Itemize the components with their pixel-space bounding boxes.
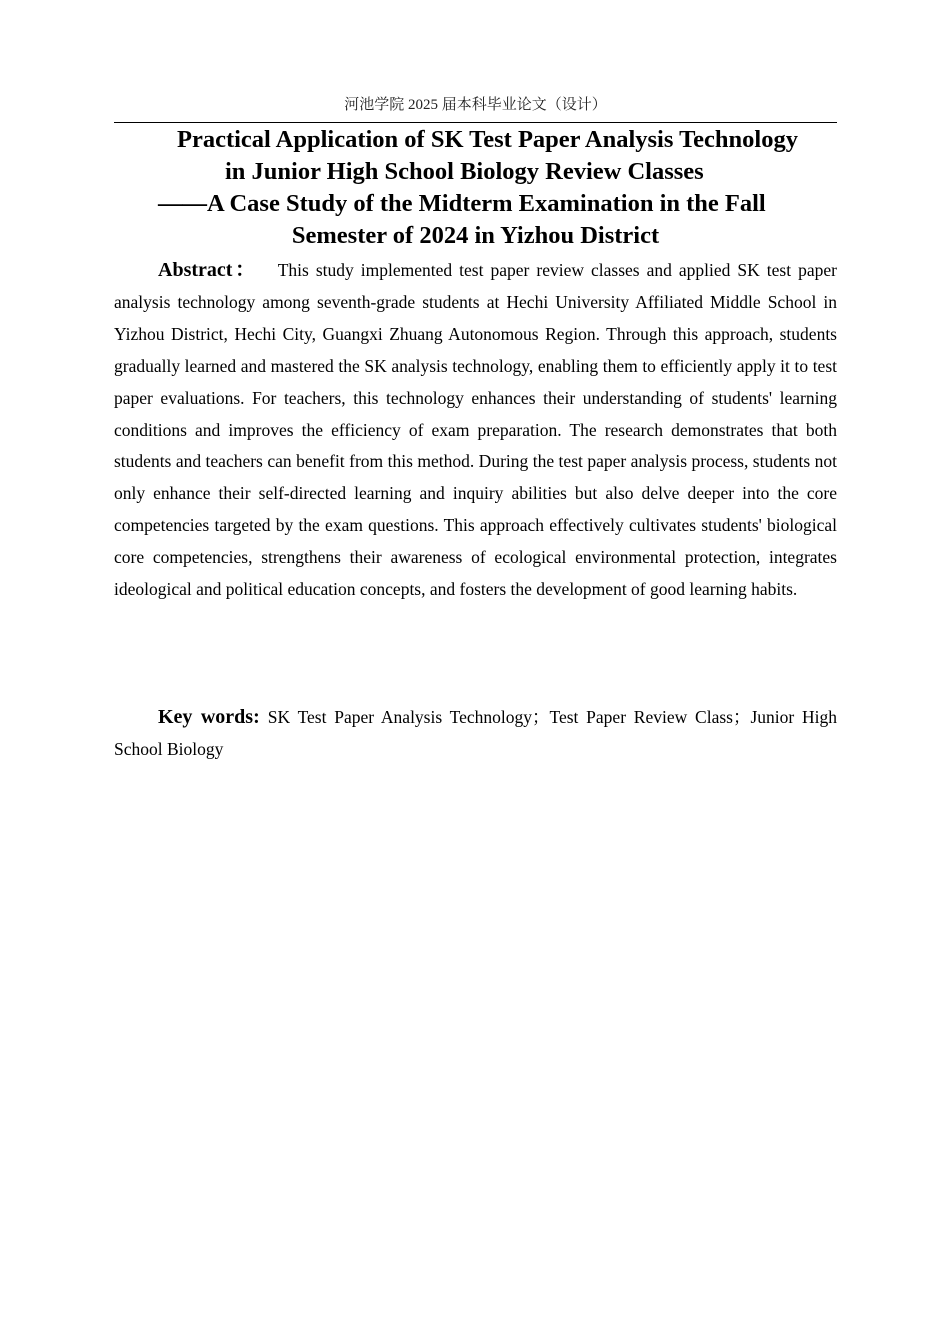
title-line-4: Semester of 2024 in Yizhou District [291, 222, 660, 249]
running-header: 河池学院 2025 届本科毕业论文（设计） [344, 97, 607, 113]
keywords-paragraph [114, 702, 837, 766]
abstract-text: This study implemented test paper review classes and applied SK test paper analysis technology among seventh-grade students at Hechi University Affiliated Middle School in Yizhou District, Hechi City, Guangxi Zhuang Autonomous Region. Through this approach, students gradually learned and mastered the SK analysis technology, enabling them to efficiently apply it to test paper evaluations. For teachers, this technology enhances their understanding of students' learning conditions and improves the efficiency of exam preparation. The research demonstrates that both students and teachers can benefit from this method. During the test paper analysis process, students not only enhance their self-directed learning and inquiry abilities but also delve deeper into the core competencies targeted by the exam questions. This approach effectively cultivates students' biological core competencies, strengthens their awareness of ecological environmental protection, integrates ideological and political education concepts, and fosters the development of good learning habits. [114, 260, 837, 600]
title-line-3: ——A Case Study of the Midterm Examination in the Fall [158, 190, 766, 217]
abstract-paragraph [114, 255, 837, 606]
keywords-label: Key words: [158, 706, 260, 728]
abstract-label: Abstract： [158, 259, 258, 281]
paper-title [114, 124, 837, 252]
keywords-text: SK Test Paper Analysis Technology；Test Paper Review Class；Junior High School Biology [114, 707, 837, 759]
header-divider [114, 122, 837, 123]
title-line-2: in Junior High School Biology Review Classes [225, 158, 704, 185]
title-line-1: Practical Application of SK Test Paper Analysis Technology [177, 126, 798, 153]
